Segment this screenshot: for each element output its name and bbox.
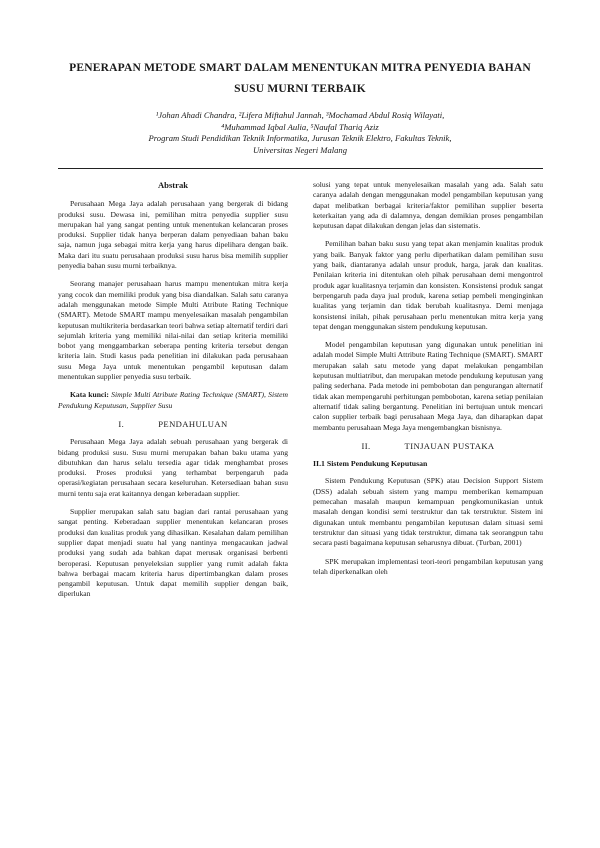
subsection-heading: II.1 Sistem Pendukung Keputusan <box>313 459 428 469</box>
section-title-1: PENDAHULUAN <box>158 418 228 429</box>
title-line-1: PENERAPAN METODE SMART DALAM MENENTUKAN MITRA PENYEDIA BAHAN <box>69 62 531 74</box>
section-number-2: II. <box>361 440 371 451</box>
author-line-2: ⁴Muhammad Iqbal Aulia, ⁵Naufal Thariq Aziz <box>221 121 379 132</box>
section-number-1: I. <box>118 418 125 429</box>
affiliation-line-1: Program Studi Pendidikan Teknik Informatika, Jurusan Teknik Elektro, Fakultas Teknik, <box>148 133 452 144</box>
author-line-1: ¹Johan Ahadi Chandra, ²Lifera Miftahul Jannah, ³Mochamad Abdul Rosiq Wilayati, <box>155 110 445 120</box>
header-divider <box>58 168 543 169</box>
keywords <box>58 390 288 411</box>
section-heading-2 <box>313 441 543 451</box>
keywords-label: Kata kunci: <box>70 390 109 400</box>
paper-title <box>40 58 560 100</box>
keywords-text: Simple Multi Atribute Rating Technique (SMART), Sistem Pendukung Keputusan, Supplier Susu <box>58 390 288 410</box>
abstract-paragraph-1: Perusahaan Mega Jaya adalah perusahaan yang bergerak di bidang produksi susu. Dewasa ini, pemilihan mitra penyedia supplier susu merupakan hal yang sangat penting untuk menentukan kelancaran proses produksi. Supplier tidak hanya berperan dalam penyediaan bahan baku saja, namun juga sebagai mitra kerja yang harus dipelihara dengan baik. Maka dari itu suatu perusahaan produksi susu harus bisa memilih supplier penyedia bahan susu murni terbaiknya. <box>58 199 288 271</box>
right-column <box>313 180 543 577</box>
section-heading-1 <box>58 419 288 429</box>
right-paragraph-5: SPK merupakan implementasi teori-teori pengambilan keputusan yang telah diperkenalkan oleh <box>313 556 543 576</box>
right-paragraph-4: Sistem Pendukung Keputusan (SPK) atau Decision Support Sistem (DSS) adalah sebuah sistem yang mampu memberikan kemampuan pemecahan masalah maupun kemampuan pengkomunikasian untuk masalah dengan kondisi semi terstruktur dan tak terstruktur. Sistem ini digunakan untuk membantu pengambilan keputusan dalam situasi semi terstruktur dan situasi yang tidak terstruktur, dimana tak seorangpun tahu secara pasti bagaimana keputusan seharusnya dibuat. (Turban, 2001) <box>313 476 543 548</box>
title-line-2: SUSU MURNI TERBAIK <box>234 83 366 95</box>
intro-paragraph-1: Perusahaan Mega Jaya adalah sebuah perusahaan yang bergerak di bidang produksi susu. Susu murni merupakan bahan baku utama yang dibutuhkan dan harus selalu tersedia agar tidak menghambat proses produksi. Proses produksi yang terhambat berpengaruh pada operasi/kegiatan perusahaan secara keseluruhan. Ketersediaan bahan susu murni tentu saja erat kaitannya dengan keberadaan supplier. <box>58 437 288 498</box>
author-block <box>60 110 540 156</box>
section-title-2: TINJAUAN PUSTAKA <box>404 440 495 451</box>
right-paragraph-2: Pemilihan bahan baku susu yang tepat akan menjamin kualitas produk yang baik. Banyak faktor yang perlu diperhatikan dalam pemilihan susu yang baik, diantaranya adalah unsur produk, harga, jarak dan kualitas. Penilaian kriteria ini ditentukan oleh pihak perusahaan demi mengontrol produk agar kualitasnya terjamin dan konsisten. Konsistensi produk sangat berpengaruh pada daya jual produk, karena setiap pembeli menginginkan kualitas yang terjamin dan tidak berubah kualitasnya. Demi menjaga konsistensi inilah, pihak perusahaan perlu menentukan mitra kerja yang tepat dengan menggunakan sistem pendukung keputusan. <box>313 239 543 331</box>
right-paragraph-1: solusi yang tepat untuk menyelesaikan masalah yang ada. Salah satu caranya adalah dengan menggunakan model pengambilan keputusan yang dapat melibatkan berbagai kriteria/faktor pemilihan supplier beserta keterkaitan yang ada di dalamnya, dengan demikian proses pengambilan keputusan dapat dilakukan dengan jelas dan sistematis. <box>313 180 543 231</box>
affiliation-line-2: Universitas Negeri Malang <box>252 144 348 155</box>
right-paragraph-3: Model pengambilan keputusan yang digunakan untuk penelitian ini adalah model Simple Multi Attribute Rating Technique (SMART). SMART merupakan salah satu metode yang dapat melakukan pengambilan keputusan multiatribut, dan merupakan metode pendukung keputusan yang paling sederhana. Pada metode ini pembobotan dan pengurangan alternatif tidak akan mempengaruhi perhitungan pembobotan, karena setiap penilaian alternatif tidak saling bergantung. Penelitian ini bertujuan untuk mencari calon supplier terbaik bagi perusahaan Mega Jaya, dan diharapkan dapat membantu perusahaan Mega Jaya mengembangkan bisnisnya. <box>313 340 543 432</box>
intro-paragraph-2: Supplier merupakan salah satu bagian dari rantai perusahaan yang sangat penting. Keberadaan supplier menentukan kelancaran proses produksi dan kualitas produk yang dihasilkan. Kesalahan dalam pemilihan supplier dapat menjadi suatu hal yang nantinya mengacaukan jadwal produksi yang sudah ada bahkan dapat merusak organisasi berbenti beroperasi. Keputusan penyeleksian supplier yang rumit adalah fakta bahwa berbagai macam kriteria harus dipertimbangkan dalam proses pengambil keputusan. Untuk dapat memilih supplier dengan baik, diperlukan <box>58 507 288 599</box>
left-column <box>58 180 288 600</box>
abstract-heading: Abstrak <box>157 180 189 190</box>
abstract-paragraph-2: Seorang manajer perusahaan harus mampu menentukan mitra kerja yang cocok dan memiliki produk yang bisa diandalkan. Salah satu caranya adalah menggunakan metode Simple Multi Atribute Rating Technique (SMART). Metode SMART mampu menyelesaikan masalah pengambilan keputusan multikriteria berdasarkan teori bahwa setiap alternatif terdiri dari sejumlah kriteria yang memiliki nilai-nilai dan setiap kriteria memiliki bobot yang menggambarkan seberapa penting kriteria tersebut dengan kriteria lain. Studi kasus pada penelitian ini dilakukan pada perusahaan susu Mega Jaya untuk menentukan pengambil keputusan dalam menentukan supplier penyedia susu terbaik. <box>58 279 288 382</box>
